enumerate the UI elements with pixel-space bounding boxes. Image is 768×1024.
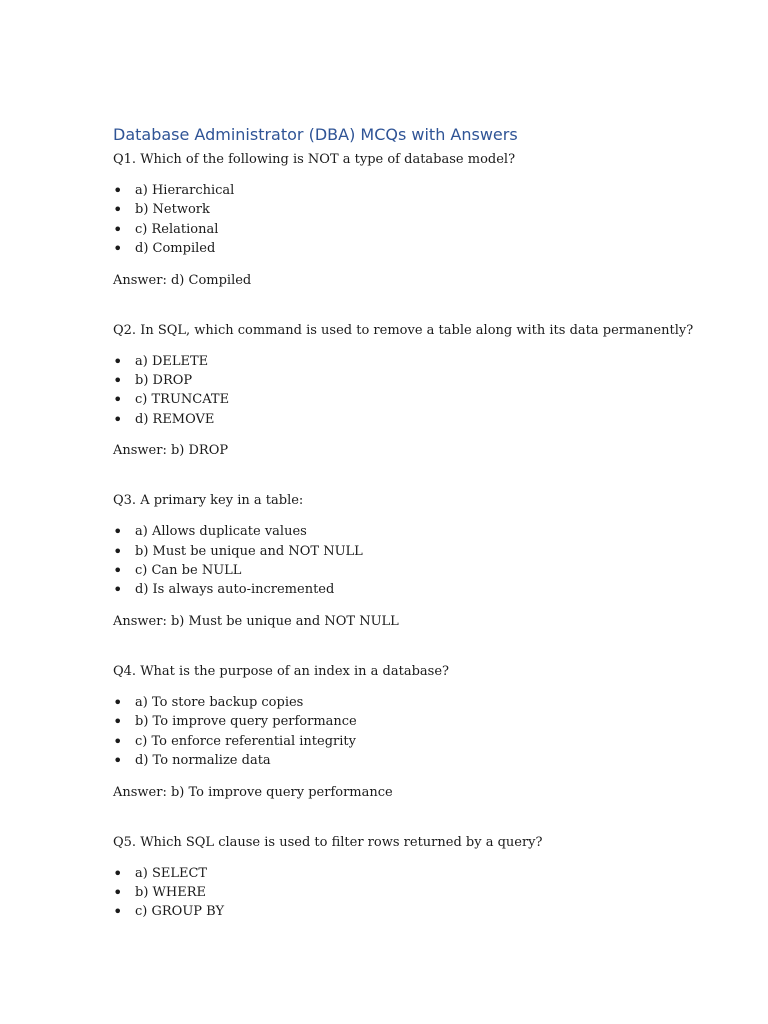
option-label: b) DROP	[135, 373, 193, 389]
option-label: b) Network	[135, 202, 210, 218]
answer-text: Answer: b) DROP	[113, 443, 229, 459]
option-item	[113, 883, 733, 902]
bullet-icon: •	[113, 882, 123, 902]
question-block-2	[113, 321, 733, 461]
document-page	[113, 124, 733, 934]
option-item	[113, 864, 733, 883]
option-item	[113, 693, 733, 712]
option-label: d) REMOVE	[135, 411, 215, 427]
bullet-icon: •	[113, 561, 123, 581]
bullet-icon: •	[113, 409, 123, 429]
option-item	[113, 580, 733, 599]
option-item	[113, 542, 733, 561]
option-label: c) Can be NULL	[135, 563, 242, 579]
option-label: d) Is always auto-incremented	[135, 582, 335, 598]
document-title: Database Administrator (DBA) MCQs with Answers	[113, 125, 518, 144]
question-text: Q4. What is the purpose of an index in a database?	[113, 663, 450, 679]
bullet-icon: •	[113, 200, 123, 220]
question-text: Q3. A primary key in a table:	[113, 493, 304, 509]
options-list	[113, 181, 733, 259]
answer-text: Answer: b) Must be unique and NOT NULL	[113, 613, 399, 629]
option-label: a) Hierarchical	[135, 183, 235, 198]
option-item	[113, 390, 733, 409]
option-item	[113, 181, 733, 200]
answer-text: Answer: b) To improve query performance	[113, 784, 393, 800]
question-block-3	[113, 491, 733, 631]
option-item	[113, 220, 733, 239]
option-item	[113, 371, 733, 390]
bullet-icon: •	[113, 390, 123, 410]
option-label: c) TRUNCATE	[135, 392, 230, 408]
option-item	[113, 522, 733, 541]
option-label: c) GROUP BY	[135, 904, 225, 920]
answer-text: Answer: d) Compiled	[113, 272, 252, 288]
option-label: c) To enforce referential integrity	[135, 733, 356, 749]
option-label: a) To store backup copies	[135, 694, 304, 710]
bullet-icon: •	[113, 712, 123, 732]
bullet-icon: •	[113, 902, 123, 922]
options-list	[113, 522, 733, 600]
question-text: Q1. Which of the following is NOT a type of database model?	[113, 152, 516, 167]
question-text: Q5. Which SQL clause is used to filter rows returned by a query?	[113, 834, 543, 850]
option-item	[113, 352, 733, 371]
option-item	[113, 902, 733, 921]
option-item	[113, 200, 733, 219]
bullet-icon: •	[113, 863, 123, 883]
question-block-4	[113, 662, 733, 802]
question-block-1	[113, 150, 733, 290]
bullet-icon: •	[113, 239, 123, 259]
option-item	[113, 712, 733, 731]
option-label: a) DELETE	[135, 353, 209, 369]
question-text: Q2. In SQL, which command is used to remove a table along with its data permanently?	[113, 322, 694, 338]
bullet-icon: •	[113, 751, 123, 771]
option-item	[113, 410, 733, 429]
bullet-icon: •	[113, 692, 123, 712]
question-block-5	[113, 833, 733, 922]
bullet-icon: •	[113, 181, 123, 200]
option-label: a) SELECT	[135, 865, 208, 881]
option-item	[113, 239, 733, 258]
bullet-icon: •	[113, 541, 123, 561]
option-label: b) WHERE	[135, 884, 206, 900]
option-item	[113, 561, 733, 580]
bullet-icon: •	[113, 371, 123, 391]
bullet-icon: •	[113, 580, 123, 600]
bullet-icon: •	[113, 522, 123, 542]
options-list	[113, 864, 733, 922]
bullet-icon: •	[113, 731, 123, 751]
option-item	[113, 732, 733, 751]
options-list	[113, 352, 733, 430]
option-label: d) Compiled	[135, 241, 216, 257]
options-list	[113, 693, 733, 771]
bullet-icon: •	[113, 351, 123, 371]
bullet-icon: •	[113, 219, 123, 239]
option-item	[113, 751, 733, 770]
option-label: d) To normalize data	[135, 753, 271, 769]
option-label: a) Allows duplicate values	[135, 524, 307, 540]
option-label: b) Must be unique and NOT NULL	[135, 543, 363, 559]
option-label: b) To improve query performance	[135, 714, 357, 730]
option-label: c) Relational	[135, 221, 219, 237]
